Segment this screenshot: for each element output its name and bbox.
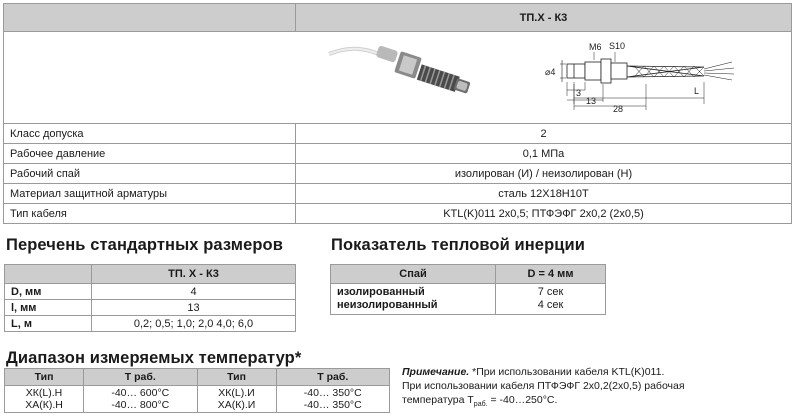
range-temp-a: -40… 350°С [303, 387, 362, 399]
range-col-type: Тип [197, 369, 276, 386]
sizes-title: Перечень стандартных размеров [6, 236, 283, 254]
sizes-header-blank [5, 265, 92, 284]
footnote-text-1: *При использовании кабеля KTL(K)011. [469, 366, 665, 378]
spec-row [4, 164, 792, 184]
range-type-a: ХК(L).И [218, 387, 255, 399]
inertia-key-uninsulated: неизолированный [337, 299, 438, 311]
spec-row [4, 144, 792, 164]
drawing-row [4, 32, 792, 124]
range-title: Диапазон измеряемых температур* [6, 349, 302, 367]
range-temp-cell [276, 386, 389, 413]
sizes-header-model: ТП. Х - К3 [92, 265, 296, 284]
range-temp-cell [84, 386, 197, 413]
sensor-illustration [4, 32, 791, 120]
spec-row [4, 204, 792, 224]
footnote-line-2: При использовании кабеля ПТФЭФГ 2х0,2(2х0,5) рабочая [402, 380, 685, 392]
range-col-temp: Т раб. [276, 369, 389, 386]
footnote-line-3 [402, 393, 764, 412]
range-type-b: ХА(К).Н [25, 399, 63, 411]
dim-3-label: 3 [576, 88, 582, 98]
size-key: D, мм [5, 284, 92, 300]
table-row [331, 284, 606, 315]
range-table [4, 368, 390, 413]
dim-d4-label: ⌀4 [545, 67, 556, 77]
table-row [5, 316, 296, 332]
footnote-text-3b: = -40…250°С. [487, 394, 558, 406]
drawing-cell [4, 32, 792, 124]
spec-row [4, 184, 792, 204]
spec-table [3, 3, 792, 224]
spec-value: 0,1 МПа [296, 144, 792, 164]
spec-header-row [4, 4, 792, 32]
inertia-title: Показатель тепловой инерции [331, 236, 585, 254]
range-temp-b: -40… 800°С [111, 399, 170, 411]
spec-row [4, 124, 792, 144]
dim-28-label: 28 [613, 104, 624, 114]
footnote-text-3a: температура Т [402, 394, 474, 406]
range-type-a: ХК(L).Н [25, 387, 63, 399]
inertia-value-uninsulated: 4 сек [537, 299, 564, 311]
inertia-keys [331, 284, 496, 315]
spec-label: Рабочий спай [4, 164, 296, 184]
size-value: 0,2; 0,5; 1,0; 2,0 4,0; 6,0 [92, 316, 296, 332]
sizes-table [4, 264, 296, 332]
range-col-type: Тип [5, 369, 84, 386]
spec-value: 2 [296, 124, 792, 144]
inertia-table [330, 264, 606, 315]
inertia-header-row [331, 265, 606, 284]
table-row [5, 284, 296, 300]
table-row [5, 386, 390, 413]
footnote-sub: раб. [473, 401, 488, 409]
inertia-col-d4: D = 4 мм [496, 265, 606, 284]
inertia-key-insulated: изолированный [337, 286, 425, 298]
sizes-header-row [5, 265, 296, 284]
footnote-line-1 [402, 365, 764, 379]
range-col-temp: Т раб. [84, 369, 197, 386]
dim-m6-label: М6 [589, 42, 602, 52]
spec-label: Тип кабеля [4, 204, 296, 224]
footnote-lead: Примечание. [402, 366, 470, 378]
spec-value: сталь 12Х18Н10Т [296, 184, 792, 204]
range-type-cell [197, 386, 276, 413]
dim-s10-label: S10 [609, 41, 626, 51]
spec-label: Материал защитной арматуры [4, 184, 296, 204]
product-title: ТП.Х - К3 [296, 4, 792, 32]
spec-value: KTL(K)011 2х0,5; ПТФЭФГ 2х0,2 (2х0,5) [296, 204, 792, 224]
dim-l-label: L [694, 86, 700, 96]
inertia-value-insulated: 7 сек [537, 286, 564, 298]
dim-13-label: 13 [586, 96, 597, 106]
table-row [5, 300, 296, 316]
size-value: 4 [92, 284, 296, 300]
size-key: L, м [5, 316, 92, 332]
range-header-row [5, 369, 390, 386]
range-type-cell [5, 386, 84, 413]
inertia-values [496, 284, 606, 315]
spec-label: Рабочее давление [4, 144, 296, 164]
sensor-photo [329, 45, 471, 95]
range-type-b: ХА(К).И [217, 399, 256, 411]
range-temp-a: -40… 600°С [111, 387, 170, 399]
footnote [402, 365, 764, 412]
spec-label: Класс допуска [4, 124, 296, 144]
size-key: l, мм [5, 300, 92, 316]
range-temp-b: -40… 350°С [303, 399, 362, 411]
spec-value: изолирован (И) / неизолирован (Н) [296, 164, 792, 184]
spec-header-blank [4, 4, 296, 32]
inertia-col-junction: Спай [331, 265, 496, 284]
size-value: 13 [92, 300, 296, 316]
